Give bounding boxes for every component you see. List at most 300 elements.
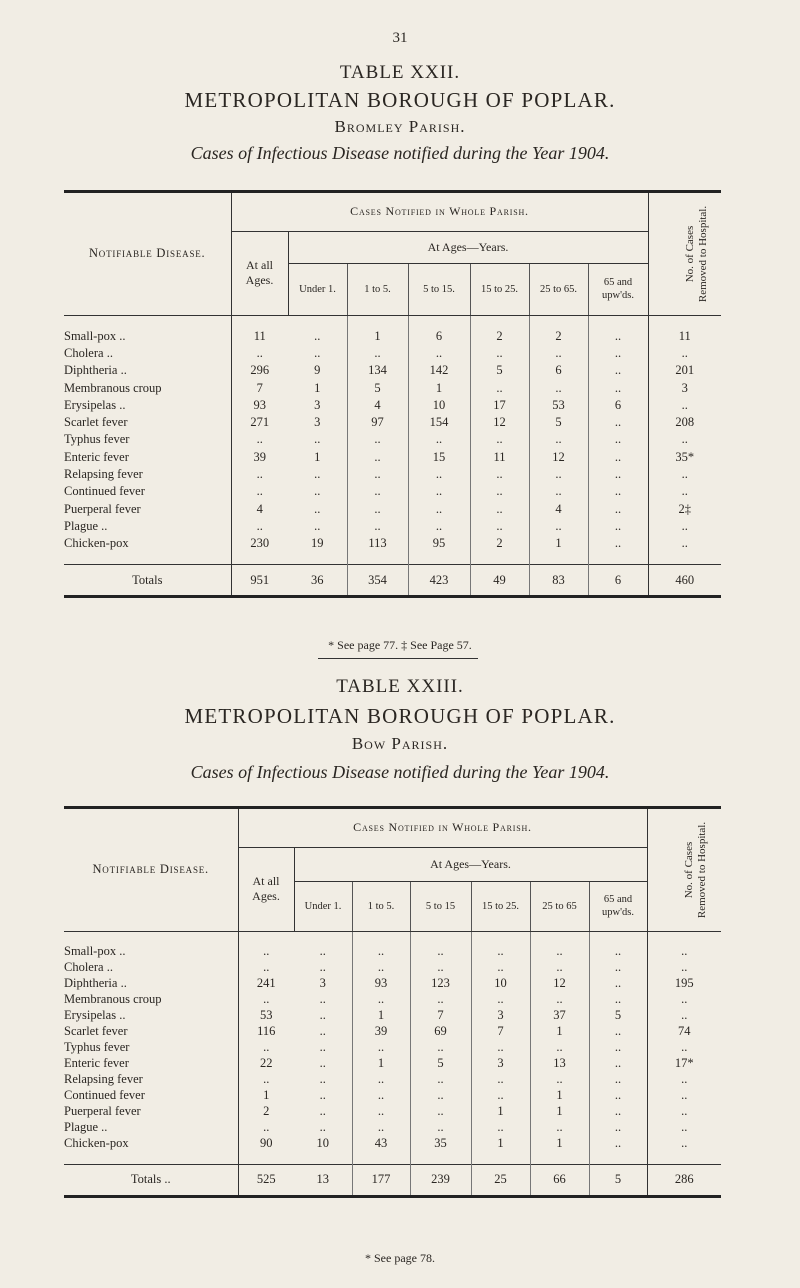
disease-name: Cholera ..: [64, 345, 231, 362]
count-cell: ..: [647, 1088, 721, 1104]
removed-to-hospital-label: No. of Cases Removed to Hospital.: [683, 205, 709, 302]
count-cell: ..: [347, 431, 408, 448]
count-cell: ..: [647, 1120, 721, 1136]
count-cell: ..: [589, 1024, 647, 1040]
count-cell: 11: [470, 449, 529, 466]
count-cell: ..: [648, 466, 721, 483]
count-cell: ..: [408, 466, 470, 483]
table-row: [64, 1008, 721, 1024]
count-cell: ..: [410, 992, 471, 1008]
removed-to-hospital-label: No. of Cases Removed to Hospital.: [682, 821, 708, 918]
page-number: 31: [392, 30, 408, 46]
count-cell: ..: [588, 449, 648, 466]
totals-label: Totals ..: [64, 1164, 238, 1195]
count-cell: ..: [408, 500, 470, 517]
count-cell: 4: [347, 397, 408, 414]
table-row: [64, 1136, 721, 1152]
total-cell: 25: [471, 1164, 530, 1195]
count-cell: 3: [471, 1008, 530, 1024]
count-cell: 95: [408, 535, 470, 552]
disease-name: Diphtheria ..: [64, 976, 238, 992]
count-cell: ..: [352, 1104, 410, 1120]
count-cell: 3: [314, 415, 321, 430]
age-group-header: 1 to 5.: [347, 263, 408, 315]
footnote-rule: [318, 658, 478, 659]
count-cell: 93: [352, 976, 410, 992]
count-cell: ..: [471, 992, 530, 1008]
count-cell: 5: [589, 1008, 647, 1024]
count-cell: ..: [648, 431, 721, 448]
total-cell: 460: [648, 565, 721, 596]
count-cell: 1: [352, 1008, 410, 1024]
table-label: TABLE XXIII.: [336, 676, 464, 697]
count-cell: ..: [647, 960, 721, 976]
count-cell: ..: [314, 345, 321, 360]
count-cell: ..: [529, 379, 588, 396]
infectious-disease-table: [64, 806, 721, 1198]
count-cell: ..: [470, 483, 529, 500]
count-cell: ..: [238, 944, 294, 960]
disease-name: Scarlet fever: [64, 1024, 238, 1040]
count-cell: ..: [319, 1008, 326, 1022]
count-cell: ..: [530, 960, 589, 976]
total-cell: 177: [352, 1164, 410, 1195]
count-cell: 1: [530, 1104, 589, 1120]
cases-notified-header: Cases Notified in Whole Parish.: [238, 809, 647, 847]
disease-name: Typhus fever: [64, 431, 231, 448]
count-cell: ..: [314, 432, 321, 447]
count-cell: ..: [588, 431, 648, 448]
count-cell: 1: [471, 1136, 530, 1152]
count-cell: ..: [408, 431, 470, 448]
disease-name: Continued fever: [64, 483, 231, 500]
disease-name: Puerperal fever: [64, 500, 231, 517]
count-cell: ..: [231, 483, 288, 500]
count-cell: ..: [319, 992, 326, 1006]
count-cell: 2: [238, 1104, 294, 1120]
count-cell: 5: [529, 414, 588, 431]
footnote: * See page 77. ‡ See Page 57.: [328, 638, 472, 652]
count-cell: 2‡: [648, 500, 721, 517]
count-cell: 69: [410, 1024, 471, 1040]
at-ages-years-header: At Ages—Years.: [288, 231, 648, 263]
count-cell: ..: [410, 1072, 471, 1088]
count-cell: 53: [529, 397, 588, 414]
count-cell: ..: [352, 944, 410, 960]
count-cell: 5: [347, 379, 408, 396]
count-cell: 208: [648, 414, 721, 431]
total-cell: 423: [408, 565, 470, 596]
age-group-header: 5 to 15.: [408, 263, 470, 315]
count-cell: 35: [410, 1136, 471, 1152]
table-caption: Cases of Infectious Disease notified during the Year 1904.: [190, 143, 610, 163]
disease-name: Erysipelas ..: [64, 1008, 238, 1024]
table-row: [64, 960, 721, 976]
count-cell: ..: [588, 328, 648, 345]
count-cell: 296: [231, 362, 288, 379]
count-cell: 1: [530, 1136, 589, 1152]
count-cell: ..: [648, 345, 721, 362]
count-cell: 5: [470, 362, 529, 379]
count-cell: ..: [319, 1120, 326, 1134]
count-cell: 3: [471, 1056, 530, 1072]
count-cell: 13: [530, 1056, 589, 1072]
count-cell: ..: [588, 414, 648, 431]
count-cell: 1: [408, 379, 470, 396]
table-row: [64, 466, 721, 483]
count-cell: 230: [231, 535, 288, 552]
table-row: [64, 362, 721, 379]
count-cell: ..: [352, 960, 410, 976]
table-row: [64, 345, 721, 362]
count-cell: 10: [408, 397, 470, 414]
age-group-header: Under 1.: [294, 881, 352, 931]
totals-row: [64, 1164, 721, 1195]
table-row: [64, 500, 721, 517]
table-row: [64, 1056, 721, 1072]
count-cell: ..: [410, 1104, 471, 1120]
count-cell: 97: [347, 414, 408, 431]
table-row: [64, 328, 721, 345]
count-cell: ..: [410, 960, 471, 976]
count-cell: ..: [648, 518, 721, 535]
count-cell: ..: [471, 1040, 530, 1056]
total-cell: 239: [410, 1164, 471, 1195]
count-cell: ..: [588, 535, 648, 552]
count-cell: ..: [347, 449, 408, 466]
count-cell: ..: [231, 345, 288, 362]
count-cell: ..: [529, 483, 588, 500]
borough-heading: METROPOLITAN BOROUGH OF POPLAR.: [184, 704, 616, 728]
table-row: [64, 1088, 721, 1104]
count-cell: 6: [408, 328, 470, 345]
removed-to-hospital-header: [647, 809, 721, 931]
count-cell: 1: [314, 449, 321, 464]
count-cell: 123: [410, 976, 471, 992]
count-cell: ..: [647, 1008, 721, 1024]
table-row: [64, 483, 721, 500]
count-cell: ..: [530, 1040, 589, 1056]
count-cell: ..: [238, 1040, 294, 1056]
disease-name: Plague ..: [64, 518, 231, 535]
count-cell: ..: [588, 518, 648, 535]
count-cell: 37: [530, 1008, 589, 1024]
count-cell: ..: [319, 1056, 326, 1070]
count-cell: 22: [238, 1056, 294, 1072]
count-cell: ..: [530, 1072, 589, 1088]
count-cell: 4: [529, 500, 588, 517]
count-cell: 271: [231, 414, 288, 431]
disease-name: Scarlet fever: [64, 414, 231, 431]
notifiable-disease-header: Notifiable Disease.: [64, 193, 231, 315]
count-cell: ..: [314, 467, 321, 482]
count-cell: ..: [319, 1072, 326, 1086]
count-cell: ..: [410, 1088, 471, 1104]
count-cell: ..: [589, 1056, 647, 1072]
count-cell: 5: [410, 1056, 471, 1072]
total-cell: 49: [470, 565, 529, 596]
count-cell: ..: [319, 1088, 326, 1102]
count-cell: 1: [529, 535, 588, 552]
count-cell: ..: [314, 328, 321, 343]
count-cell: ..: [529, 518, 588, 535]
count-cell: 7: [231, 379, 288, 396]
disease-name: Relapsing fever: [64, 466, 231, 483]
count-cell: 12: [530, 976, 589, 992]
count-cell: ..: [352, 1072, 410, 1088]
total-cell: 525: [238, 1164, 294, 1195]
count-cell: ..: [408, 518, 470, 535]
count-cell: 134: [347, 362, 408, 379]
count-cell: ..: [347, 500, 408, 517]
count-cell: ..: [588, 500, 648, 517]
total-cell: 951: [231, 565, 288, 596]
age-group-header: 15 to 25.: [470, 263, 529, 315]
count-cell: ..: [319, 1024, 326, 1038]
age-group-header: 15 to 25.: [471, 881, 530, 931]
count-cell: ..: [647, 1072, 721, 1088]
count-cell: ..: [410, 1120, 471, 1136]
table-row: [64, 397, 721, 414]
count-cell: 10: [316, 1136, 329, 1150]
disease-name: Enteric fever: [64, 449, 231, 466]
count-cell: ..: [588, 362, 648, 379]
disease-name: Enteric fever: [64, 1056, 238, 1072]
count-cell: 154: [408, 414, 470, 431]
age-group-header: 65 and upw'ds.: [588, 263, 648, 315]
count-cell: 1: [530, 1024, 589, 1040]
count-cell: ..: [347, 466, 408, 483]
count-cell: ..: [352, 1088, 410, 1104]
count-cell: ..: [231, 518, 288, 535]
disease-name: Diphtheria ..: [64, 362, 231, 379]
count-cell: 7: [410, 1008, 471, 1024]
table-caption: Cases of Infectious Disease notified during the Year 1904.: [190, 762, 610, 782]
disease-name: Cholera ..: [64, 960, 238, 976]
age-group-header: 5 to 15: [410, 881, 471, 931]
count-cell: ..: [347, 518, 408, 535]
disease-name: Typhus fever: [64, 1040, 238, 1056]
disease-name: Erysipelas ..: [64, 397, 231, 414]
count-cell: 2: [470, 535, 529, 552]
count-cell: ..: [589, 1104, 647, 1120]
total-cell: 354: [347, 565, 408, 596]
count-cell: ..: [530, 1120, 589, 1136]
count-cell: 11: [231, 328, 288, 345]
count-cell: ..: [647, 1104, 721, 1120]
count-cell: 1: [471, 1104, 530, 1120]
table-row: [64, 1072, 721, 1088]
count-cell: 39: [231, 449, 288, 466]
count-cell: ..: [588, 379, 648, 396]
count-cell: ..: [319, 960, 326, 974]
count-cell: 1: [352, 1056, 410, 1072]
count-cell: 3: [319, 976, 326, 990]
count-cell: ..: [314, 501, 321, 516]
count-cell: 195: [647, 976, 721, 992]
disease-name: Chicken-pox: [64, 535, 231, 552]
parish-heading: Bow Parish.: [351, 734, 449, 753]
at-ages-years-header: At Ages—Years.: [294, 847, 647, 881]
count-cell: ..: [470, 431, 529, 448]
count-cell: 11: [648, 328, 721, 345]
count-cell: ..: [238, 1072, 294, 1088]
count-cell: 7: [471, 1024, 530, 1040]
count-cell: ..: [471, 944, 530, 960]
count-cell: 17: [470, 397, 529, 414]
count-cell: ..: [588, 345, 648, 362]
disease-name: Continued fever: [64, 1088, 238, 1104]
notifiable-disease-header: Notifiable Disease.: [64, 809, 238, 931]
disease-name: Small-pox ..: [64, 944, 238, 960]
count-cell: ..: [352, 1040, 410, 1056]
age-group-header: 1 to 5.: [352, 881, 410, 931]
count-cell: ..: [589, 992, 647, 1008]
count-cell: ..: [648, 535, 721, 552]
count-cell: 1: [347, 328, 408, 345]
count-cell: 1: [238, 1088, 294, 1104]
count-cell: 6: [529, 362, 588, 379]
count-cell: ..: [231, 466, 288, 483]
count-cell: ..: [314, 484, 321, 499]
disease-name: Small-pox ..: [64, 328, 231, 345]
count-cell: ..: [319, 944, 326, 958]
total-cell: 66: [530, 1164, 589, 1195]
count-cell: ..: [470, 500, 529, 517]
count-cell: ..: [470, 345, 529, 362]
count-cell: ..: [347, 345, 408, 362]
table-row: [64, 431, 721, 448]
count-cell: 113: [347, 535, 408, 552]
totals-row: [64, 565, 721, 596]
count-cell: ..: [314, 518, 321, 533]
at-all-ages-header: At all Ages.: [238, 847, 294, 931]
count-cell: ..: [319, 1040, 326, 1054]
count-cell: 2: [529, 328, 588, 345]
count-cell: ..: [238, 1120, 294, 1136]
count-cell: ..: [408, 483, 470, 500]
count-cell: ..: [648, 397, 721, 414]
table-row: [64, 535, 721, 552]
table-row: [64, 1120, 721, 1136]
count-cell: ..: [352, 1120, 410, 1136]
count-cell: 2: [470, 328, 529, 345]
count-cell: ..: [408, 345, 470, 362]
total-cell: 6: [588, 565, 648, 596]
table-row: [64, 992, 721, 1008]
count-cell: ..: [529, 431, 588, 448]
disease-name: Membranous croup: [64, 992, 238, 1008]
count-cell: ..: [588, 483, 648, 500]
count-cell: ..: [647, 992, 721, 1008]
count-cell: ..: [530, 944, 589, 960]
count-cell: 9: [314, 363, 321, 378]
count-cell: 43: [352, 1136, 410, 1152]
count-cell: ..: [588, 466, 648, 483]
count-cell: 53: [238, 1008, 294, 1024]
count-cell: ..: [238, 960, 294, 976]
count-cell: ..: [530, 992, 589, 1008]
total-cell: 83: [529, 565, 588, 596]
count-cell: 10: [471, 976, 530, 992]
table-row: [64, 449, 721, 466]
count-cell: 74: [647, 1024, 721, 1040]
table-row: [64, 414, 721, 431]
count-cell: ..: [589, 944, 647, 960]
count-cell: ..: [589, 1040, 647, 1056]
count-cell: 93: [231, 397, 288, 414]
table-row: [64, 379, 721, 396]
count-cell: 35*: [648, 449, 721, 466]
count-cell: 116: [238, 1024, 294, 1040]
count-cell: ..: [319, 1104, 326, 1118]
count-cell: 12: [529, 449, 588, 466]
count-cell: ..: [238, 992, 294, 1008]
disease-name: Relapsing fever: [64, 1072, 238, 1088]
count-cell: 241: [238, 976, 294, 992]
count-cell: 3: [314, 397, 321, 412]
count-cell: 39: [352, 1024, 410, 1040]
age-group-header: 25 to 65.: [529, 263, 588, 315]
count-cell: 90: [238, 1136, 294, 1152]
table-row: [64, 1104, 721, 1120]
count-cell: ..: [471, 1120, 530, 1136]
borough-heading: METROPOLITAN BOROUGH OF POPLAR.: [184, 88, 616, 112]
at-all-ages-header: At all Ages.: [231, 231, 288, 315]
count-cell: ..: [589, 1088, 647, 1104]
count-cell: ..: [470, 379, 529, 396]
count-cell: 12: [470, 414, 529, 431]
table-label: TABLE XXII.: [339, 62, 461, 83]
total-cell: 5: [589, 1164, 647, 1195]
total-cell: 36: [288, 565, 347, 596]
parish-heading: Bromley Parish.: [334, 117, 466, 136]
count-cell: ..: [470, 466, 529, 483]
count-cell: 3: [648, 379, 721, 396]
infectious-disease-table: [64, 190, 721, 598]
count-cell: ..: [352, 992, 410, 1008]
footnote: * See page 78.: [365, 1251, 435, 1265]
count-cell: ..: [471, 960, 530, 976]
disease-name: Chicken-pox: [64, 1136, 238, 1152]
disease-name: Puerperal fever: [64, 1104, 238, 1120]
total-cell: 13: [294, 1164, 352, 1195]
table-row: [64, 1024, 721, 1040]
count-cell: ..: [529, 345, 588, 362]
removed-to-hospital-header: [648, 193, 721, 315]
table-row: [64, 976, 721, 992]
count-cell: 1: [314, 380, 321, 395]
count-cell: ..: [589, 1120, 647, 1136]
count-cell: ..: [647, 944, 721, 960]
count-cell: ..: [589, 1136, 647, 1152]
count-cell: 201: [648, 362, 721, 379]
count-cell: 6: [588, 397, 648, 414]
count-cell: ..: [529, 466, 588, 483]
age-group-header: 65 and upw'ds.: [589, 881, 647, 931]
count-cell: 15: [408, 449, 470, 466]
count-cell: ..: [589, 960, 647, 976]
count-cell: 142: [408, 362, 470, 379]
table-row: [64, 518, 721, 535]
age-group-header: Under 1.: [288, 263, 347, 315]
count-cell: ..: [648, 483, 721, 500]
count-cell: 17*: [647, 1056, 721, 1072]
count-cell: ..: [410, 1040, 471, 1056]
age-group-header: 25 to 65: [530, 881, 589, 931]
count-cell: 19: [311, 536, 324, 551]
totals-label: Totals: [64, 565, 231, 596]
